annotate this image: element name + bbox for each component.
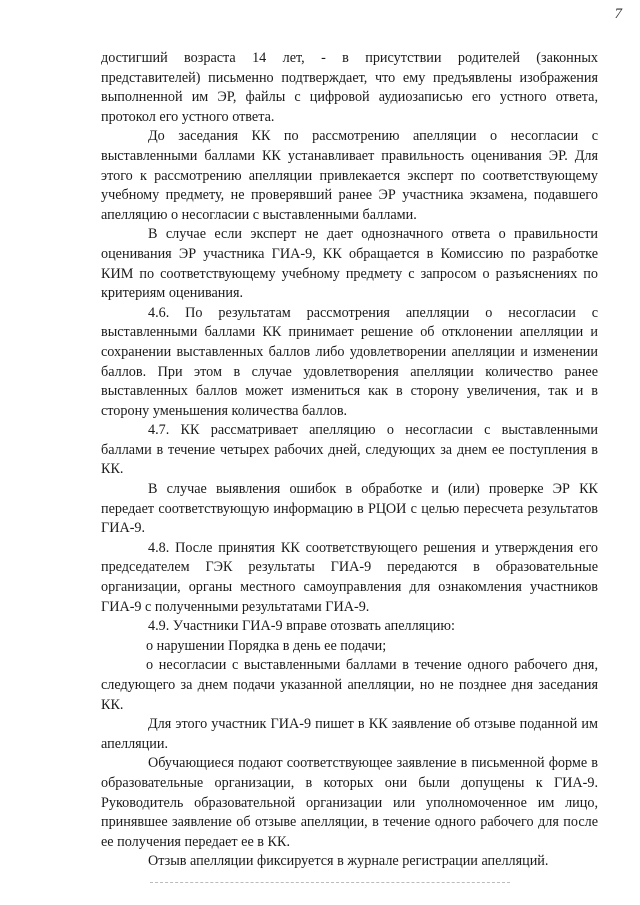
- paragraph-withdrawal-logged: Отзыв апелляции фиксируется в журнале регистрации апелляций.: [148, 853, 549, 870]
- paragraph-errors-rcoi: В случае выявления ошибок в обработке и (или) проверке ЭР КК передает соответствующую информацию в РЦОИ с целью пересчета результатов ГИА-9.: [101, 481, 598, 537]
- paragraph-withdrawal-statement: Для этого участник ГИА-9 пишет в КК заявление об отзыве поданной им апелляции.: [101, 716, 598, 752]
- paragraph-kim-commission: В случае если эксперт не дает однозначного ответа о правильности оценивания ЭР участника ГИА-9, КК обращается в Комиссию по разработке КИМ по соответствующему учебному предмету с запросом о разъяснениях по критериям оценивания.: [101, 226, 598, 302]
- paragraph-4-9: 4.9. Участники ГИА-9 вправе отозвать апелляцию:: [148, 618, 455, 635]
- paragraph-4-6: 4.6. По результатам рассмотрения апелляции о несогласии с выставленными баллами КК принимает решение об отклонении апелляции и сохранении выставленных баллов либо удовлетворении апелляции и изменении баллов. При этом в случае удовлетворения апелляции количество ранее выставленных баллов может измениться как в сторону увеличения, так и в сторону уменьшения количества баллов.: [101, 304, 598, 419]
- footer-divider: [150, 882, 510, 883]
- paragraph-expert-review: До заседания КК по рассмотрению апелляции о несогласии с выставленными баллами КК устанавливает правильность оценивания ЭР. Для этого к рассмотрению апелляции привлекается эксперт по соответствующему учебному предмету, не проверявший ранее ЭР участника экзамена, подавшего апелляцию о несогласии с выставленными баллами.: [101, 128, 598, 223]
- list-item-score-disagreement: о несогласии с выставленными баллами в течение одного рабочего дня, следующего за днем подачи указанной апелляции, но не позднее дня заседания КК.: [101, 657, 598, 713]
- paragraph-continuation: достигший возраста 14 лет, - в присутствии родителей (законных представителей) письменно подтверждает, что ему предъявлены изображения выполненной им ЭР, файлы с цифровой аудиозаписью его устного ответа, протокол его устного ответа.: [101, 50, 598, 125]
- page-number: 7: [614, 6, 622, 22]
- document-body: [101, 49, 598, 872]
- paragraph-students-submit: Обучающиеся подают соответствующее заявление в письменной форме в образовательные организации, в которых они были допущены к ГИА-9. Руководитель образовательной организации или уполномоченное им лицо, принявшее заявление об отзыве апелляции, в течение одного рабочего для после ее получения передает ее в КК.: [101, 755, 598, 850]
- paragraph-4-8: 4.8. После принятия КК соответствующего решения и утверждения его председателем ГЭК результаты ГИА-9 передаются в образовательные организации, органы местного самоуправления для ознакомления участников ГИА-9 с полученными результатами ГИА-9.: [101, 539, 598, 615]
- list-item-procedure-violation: о нарушении Порядка в день ее подачи;: [146, 637, 387, 654]
- paragraph-4-7: 4.7. КК рассматривает апелляцию о несогласии с выставленными баллами в течение четырех рабочих дней, следующих за днем ее поступления в КК.: [101, 422, 598, 478]
